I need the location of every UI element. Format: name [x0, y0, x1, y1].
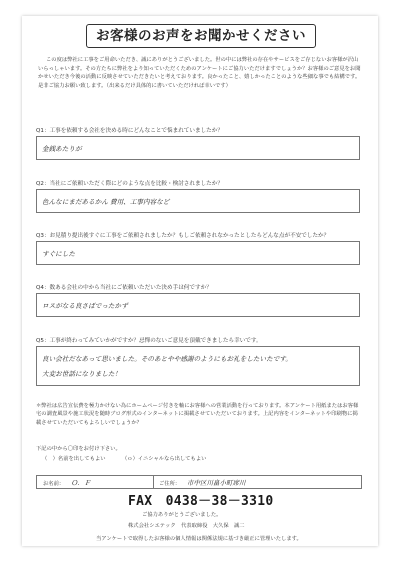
question-5-answer-line-2: 大変お世話になりました！	[42, 370, 122, 378]
residence-label: ご住所：	[159, 480, 181, 487]
option-full-name-mark: （ ）	[42, 456, 58, 462]
question-3-label: Q3：お見積り提出後すぐに工事をご依頼されましたか？もしご依頼されなかったとしたらどんな点が不安でしたか？	[36, 233, 330, 239]
intro-paragraph: この度は弊社に工事をご用命いただき、誠にありがとうございました。世の中には弊社の存在やサービスをご存じないお客様が沢山いらっしゃいます。その方たちに弊社をより知っていただくためのアンケートにご協力いただけますでしょうか？お客様のご意見をお聞かせいただき今後の活動に反映させていただきたいと考えております。良かったこと、嬉しかったことのような些細な事でも結構です。是非ご協力お願い致します。（出来るだけ具体的に書いていただければ幸いです）	[38, 57, 361, 89]
fax-number: FAX 0438－38－3310	[128, 494, 274, 509]
publication-note: ＊弊社は広告宣伝費を極力かけない為にホームページ付きを軸にお客様への営業活動を行っております。本アンケート用紙またはお客様宅の調査風景や施工状況を随時ブログ形式のインターネットに掲載させていただいております。上記内容をインターネットや印刷物に掲載させていただいてもよろしいでしょうか？	[36, 403, 359, 426]
question-2-answer: 色んなにまだあるかん 費用、工事内容など	[42, 198, 170, 206]
option-initials[interactable]	[122, 454, 206, 462]
option-initials-mark: （ｏ）	[122, 456, 138, 462]
select-prompt: 下記の中から〇印をお付け下さい。	[36, 446, 121, 452]
question-5-answer-line-1: 良い会社だなあって思いました。そのあとやや感謝のようにもお礼をしたいたです。	[42, 355, 292, 363]
question-4-answer: ロスがなる良さばでったかず	[42, 302, 128, 310]
privacy-notice: 当アンケートで取得したお客様の個人情報は関係法規に基づき厳正に管理いたします。	[96, 536, 302, 542]
customer-info-box	[36, 475, 362, 489]
question-1-answer: 金銭あたりが	[42, 145, 82, 153]
thanks-text: ご協力ありがとうございました。	[142, 512, 222, 518]
option-full-name-label: 名前を出してもよい	[57, 456, 106, 462]
company-signature: 株式会社シエテック 代表取締役 大久保 誠二	[128, 523, 245, 529]
question-5-label: Q5：工事が終わってみていかがですか？忌憚のないご意見を頂戴できましたら幸いです。	[36, 338, 262, 344]
question-3-answer: すぐにした	[42, 250, 75, 258]
question-5-answer-box[interactable]	[36, 346, 360, 386]
question-1-label: Q1：工事を依頼する会社を決める時にどんなことで悩まれていましたか？	[36, 128, 223, 134]
info-divider	[153, 476, 154, 488]
question-4-answer-box[interactable]	[36, 293, 360, 317]
survey-sheet	[22, 16, 378, 546]
question-4-label: Q4：数ある会社の中から当社にご依頼いただいた決め手は何ですか？	[36, 285, 212, 291]
page-title: お客様のお声をお聞かせください	[86, 24, 316, 48]
option-full-name[interactable]	[42, 454, 106, 462]
question-3-answer-box[interactable]	[36, 241, 360, 265]
question-1-answer-box[interactable]	[36, 136, 360, 160]
name-value[interactable]: Ｏ．Ｆ	[71, 478, 91, 487]
name-label: お名前：	[43, 480, 65, 487]
question-2-answer-box[interactable]	[36, 189, 360, 213]
residence-value[interactable]: 市中区川畠小町席川	[187, 478, 246, 487]
question-2-label: Q2：当社にご依頼いただく際にどのような点を比較・検討されましたか？	[36, 181, 223, 187]
option-initials-label: イニシャルなら出してもよい	[137, 456, 207, 462]
